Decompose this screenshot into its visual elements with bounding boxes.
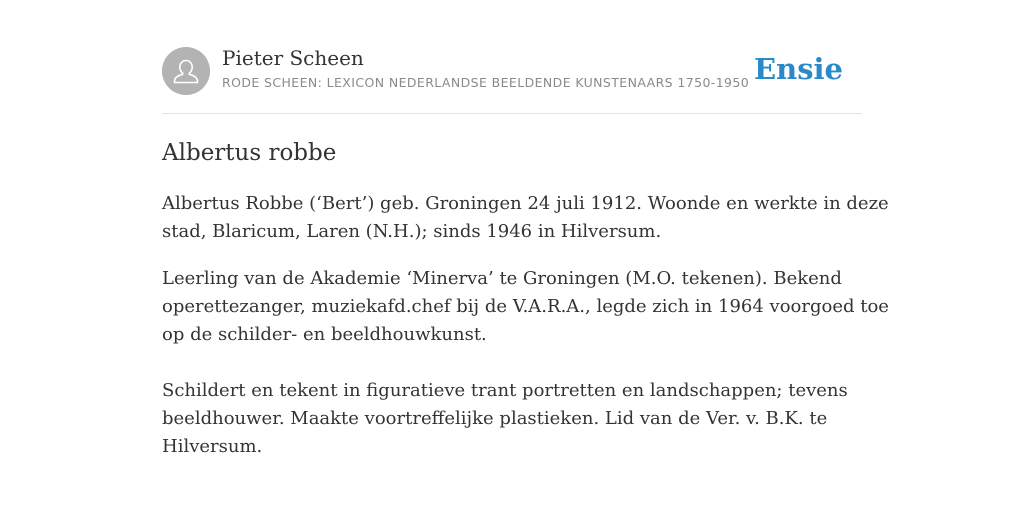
entry-header	[162, 46, 862, 96]
author-name[interactable]: Pieter Scheen	[222, 46, 364, 70]
source-name[interactable]: RODE SCHEEN: LEXICON NEDERLANDSE BEELDENDE KUNSTENAARS 1750-1950	[222, 75, 750, 90]
ensie-logo[interactable]: Ensie	[754, 52, 843, 86]
paragraph-line: beeldhouwer. Maakte voortreffelijke plastieken. Lid van de Ver. v. B.K. te	[162, 408, 828, 429]
entry-paragraph	[162, 377, 862, 461]
paragraph-line: Albertus Robbe (‘Bert’) geb. Groningen 24 juli 1912. Woonde en werkte in deze	[162, 193, 889, 214]
paragraph-line: op de schilder- en beeldhouwkunst.	[162, 324, 487, 345]
header-divider	[162, 113, 862, 114]
entry-title: Albertus robbe	[162, 140, 337, 166]
author-avatar[interactable]	[162, 47, 210, 95]
entry-paragraph	[162, 265, 889, 349]
paragraph-line: Hilversum.	[162, 436, 263, 457]
paragraph-line: stad, Blaricum, Laren (N.H.); sinds 1946 in Hilversum.	[162, 221, 662, 242]
paragraph-line: operettezanger, muziekafd.chef bij de V.A.R.A., legde zich in 1964 voorgoed toe	[162, 296, 889, 317]
user-icon	[162, 47, 210, 95]
paragraph-line: Leerling van de Akademie ‘Minerva’ te Groningen (M.O. tekenen). Bekend	[162, 268, 842, 289]
paragraph-line: Schildert en tekent in figuratieve trant portretten en landschappen; tevens	[162, 380, 848, 401]
entry-paragraph	[162, 190, 889, 246]
